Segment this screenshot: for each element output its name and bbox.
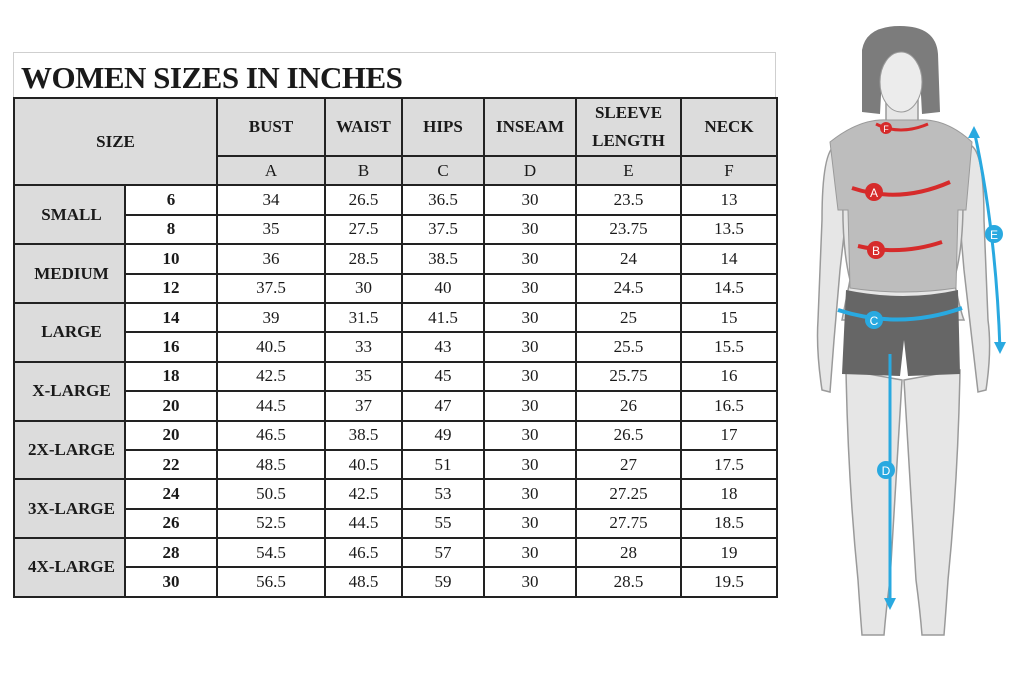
measurement-cell: 27 <box>576 450 681 479</box>
size-number: 14 <box>125 303 217 332</box>
size-number: 6 <box>125 185 217 214</box>
table-row <box>14 567 777 596</box>
measurement-cell: 51 <box>402 450 484 479</box>
size-number: 26 <box>125 509 217 538</box>
measurement-cell: 38.5 <box>402 244 484 273</box>
measurement-cell: 39 <box>217 303 325 332</box>
measurement-cell: 18 <box>681 479 777 508</box>
table-row <box>14 509 777 538</box>
size-group-label: LARGE <box>14 303 125 362</box>
measurement-cell: 30 <box>484 215 576 244</box>
top-garment <box>830 120 972 292</box>
measurement-cell: 44.5 <box>217 391 325 420</box>
measurement-cell: 30 <box>484 185 576 214</box>
marker-c-label: C <box>869 314 879 328</box>
measurement-cell: 36.5 <box>402 185 484 214</box>
col-letter-f: F <box>681 156 777 185</box>
measurement-cell: 16.5 <box>681 391 777 420</box>
measurement-cell: 27.5 <box>325 215 402 244</box>
measurement-cell: 28.5 <box>576 567 681 596</box>
size-group-label: 3X-LARGE <box>14 479 125 538</box>
measurement-cell: 26.5 <box>576 421 681 450</box>
measurement-cell: 30 <box>484 391 576 420</box>
table-row <box>14 274 777 303</box>
measurement-cell: 40.5 <box>217 332 325 361</box>
size-header: SIZE <box>14 98 217 185</box>
size-number: 8 <box>125 215 217 244</box>
measurement-cell: 28 <box>576 538 681 567</box>
measurement-cell: 27.25 <box>576 479 681 508</box>
body-measurement-figure <box>800 20 1024 660</box>
measurement-cell: 30 <box>484 538 576 567</box>
measurement-cell: 30 <box>484 303 576 332</box>
measurement-cell: 30 <box>484 479 576 508</box>
table-row <box>14 538 777 567</box>
measurement-cell: 26 <box>576 391 681 420</box>
size-number: 22 <box>125 450 217 479</box>
table-row <box>14 362 777 391</box>
measurement-cell: 24.5 <box>576 274 681 303</box>
measurement-cell: 47 <box>402 391 484 420</box>
col-header-sleeve-length: SLEEVE LENGTH <box>576 98 681 156</box>
measurement-cell: 44.5 <box>325 509 402 538</box>
face <box>880 52 922 112</box>
measurement-cell: 30 <box>484 244 576 273</box>
chart-title: WOMEN SIZES IN INCHES <box>13 52 776 97</box>
measurement-cell: 46.5 <box>217 421 325 450</box>
measurement-cell: 30 <box>484 450 576 479</box>
size-number: 10 <box>125 244 217 273</box>
size-group-label: 4X-LARGE <box>14 538 125 597</box>
measurement-cell: 25 <box>576 303 681 332</box>
measurement-cell: 42.5 <box>217 362 325 391</box>
measurement-cell: 43 <box>402 332 484 361</box>
measurement-cell: 30 <box>484 421 576 450</box>
measurement-cell: 14 <box>681 244 777 273</box>
measurement-cell: 17.5 <box>681 450 777 479</box>
header-row <box>14 98 777 156</box>
measurement-cell: 56.5 <box>217 567 325 596</box>
size-number: 30 <box>125 567 217 596</box>
measurement-cell: 46.5 <box>325 538 402 567</box>
measurement-cell: 30 <box>325 274 402 303</box>
measurement-cell: 48.5 <box>217 450 325 479</box>
measurement-cell: 25.75 <box>576 362 681 391</box>
measurement-cell: 45 <box>402 362 484 391</box>
measurement-cell: 13.5 <box>681 215 777 244</box>
measurement-cell: 14.5 <box>681 274 777 303</box>
measurement-cell: 27.75 <box>576 509 681 538</box>
measurement-cell: 30 <box>484 332 576 361</box>
size-group-label: X-LARGE <box>14 362 125 421</box>
measurement-cell: 49 <box>402 421 484 450</box>
measurement-cell: 37.5 <box>402 215 484 244</box>
col-header-inseam: INSEAM <box>484 98 576 156</box>
col-letter-a: A <box>217 156 325 185</box>
measurement-cell: 35 <box>217 215 325 244</box>
size-table-body <box>14 185 777 596</box>
col-header-hips: HIPS <box>402 98 484 156</box>
marker-d-label: D <box>881 464 891 478</box>
measurement-cell: 50.5 <box>217 479 325 508</box>
size-number: 20 <box>125 391 217 420</box>
measurement-cell: 59 <box>402 567 484 596</box>
measurement-cell: 48.5 <box>325 567 402 596</box>
measurement-cell: 15.5 <box>681 332 777 361</box>
measurement-cell: 40 <box>402 274 484 303</box>
size-group-label: 2X-LARGE <box>14 421 125 480</box>
measurement-cell: 30 <box>484 509 576 538</box>
measurement-cell: 55 <box>402 509 484 538</box>
measurement-cell: 53 <box>402 479 484 508</box>
measurement-cell: 28.5 <box>325 244 402 273</box>
col-header-neck: NECK <box>681 98 777 156</box>
measurement-cell: 38.5 <box>325 421 402 450</box>
measurement-cell: 42.5 <box>325 479 402 508</box>
marker-f-label: F <box>883 124 889 134</box>
col-letter-d: D <box>484 156 576 185</box>
size-group-label: SMALL <box>14 185 125 244</box>
measurement-cell: 41.5 <box>402 303 484 332</box>
measurement-cell: 15 <box>681 303 777 332</box>
measurement-cell: 19.5 <box>681 567 777 596</box>
measurement-cell: 36 <box>217 244 325 273</box>
measurement-cell: 34 <box>217 185 325 214</box>
measurement-cell: 18.5 <box>681 509 777 538</box>
table-row <box>14 303 777 332</box>
size-number: 28 <box>125 538 217 567</box>
measurement-cell: 54.5 <box>217 538 325 567</box>
measurement-cell: 17 <box>681 421 777 450</box>
col-letter-b: B <box>325 156 402 185</box>
measurement-cell: 30 <box>484 274 576 303</box>
table-row <box>14 391 777 420</box>
col-letter-c: C <box>402 156 484 185</box>
measurement-cell: 52.5 <box>217 509 325 538</box>
size-number: 24 <box>125 479 217 508</box>
table-row <box>14 215 777 244</box>
col-header-waist: WAIST <box>325 98 402 156</box>
size-group-label: MEDIUM <box>14 244 125 303</box>
size-number: 12 <box>125 274 217 303</box>
measurement-cell: 26.5 <box>325 185 402 214</box>
table-row <box>14 244 777 273</box>
size-number: 16 <box>125 332 217 361</box>
measurement-cell: 19 <box>681 538 777 567</box>
measurement-cell: 24 <box>576 244 681 273</box>
measurement-cell: 30 <box>484 567 576 596</box>
measurement-cell: 13 <box>681 185 777 214</box>
table-row <box>14 450 777 479</box>
measurement-cell: 25.5 <box>576 332 681 361</box>
measurement-cell: 31.5 <box>325 303 402 332</box>
size-chart <box>13 52 776 598</box>
size-number: 18 <box>125 362 217 391</box>
size-number: 20 <box>125 421 217 450</box>
marker-a-label: A <box>869 186 879 200</box>
measurement-cell: 37.5 <box>217 274 325 303</box>
table-row <box>14 479 777 508</box>
measurement-cell: 35 <box>325 362 402 391</box>
col-header-bust: BUST <box>217 98 325 156</box>
measurement-cell: 33 <box>325 332 402 361</box>
table-row <box>14 421 777 450</box>
col-letter-e: E <box>576 156 681 185</box>
measurement-cell: 37 <box>325 391 402 420</box>
size-table <box>13 97 778 598</box>
table-row <box>14 185 777 214</box>
table-row <box>14 332 777 361</box>
measurement-cell: 23.5 <box>576 185 681 214</box>
marker-b-label: B <box>871 244 881 258</box>
measurement-cell: 23.75 <box>576 215 681 244</box>
measurement-cell: 16 <box>681 362 777 391</box>
marker-e-label: E <box>989 228 999 242</box>
shorts-garment <box>842 290 960 376</box>
measurement-cell: 30 <box>484 362 576 391</box>
measurement-cell: 57 <box>402 538 484 567</box>
measurement-cell: 40.5 <box>325 450 402 479</box>
